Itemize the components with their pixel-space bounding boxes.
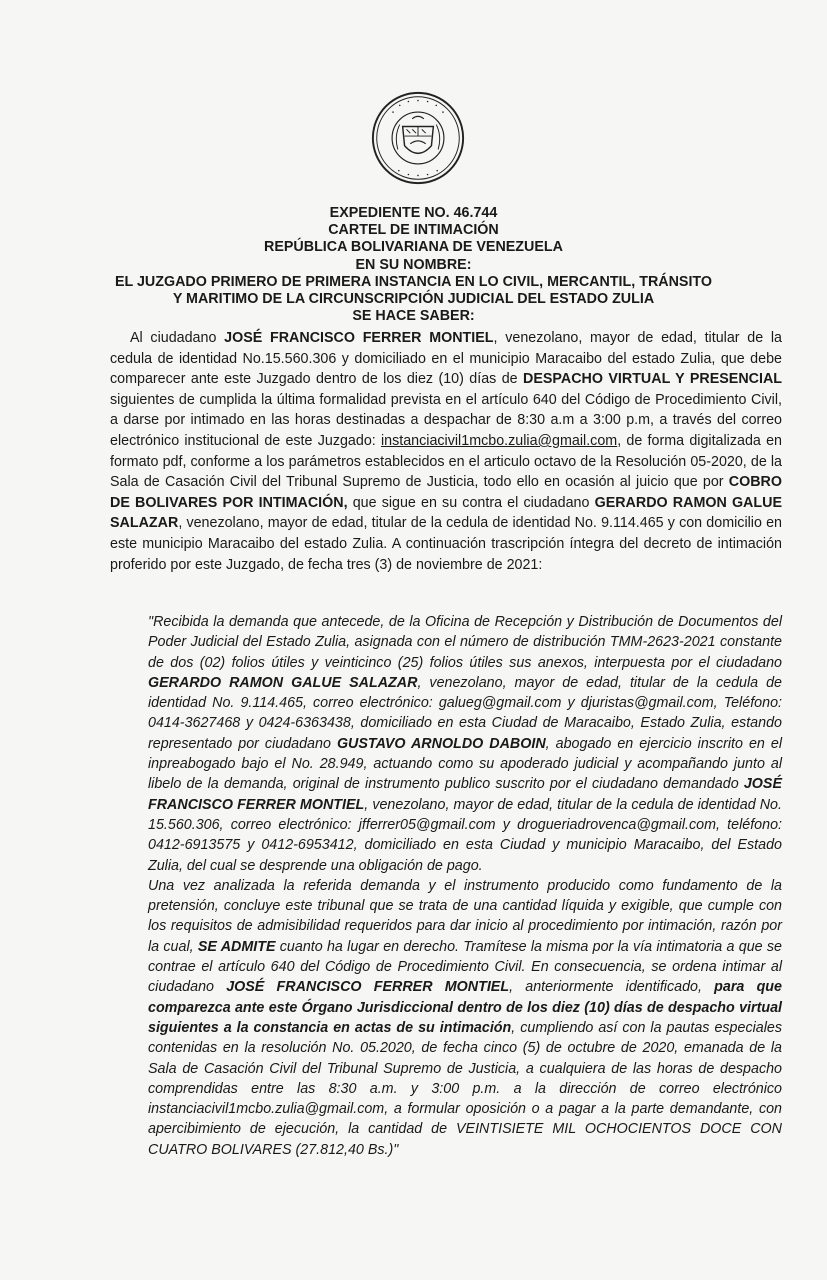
plaintiff-name: GERARDO RAMON GALUE SALAZAR	[148, 674, 418, 691]
text-run: , anteriormente identificado,	[509, 979, 715, 996]
notice-paragraph	[110, 328, 782, 575]
text-run: , abogado en ejercicio inscrito en el inpreabogado bajo el No. 28.949, actuando como su apoderado judicial y acompañando junto al libelo de la demanda, original de instrumento publico suscrito por el ciudadano demandado	[148, 735, 783, 793]
text-run: , cumpliendo así con la pautas especiales contenidas en la resolución No. 05.2020, de fecha cinco (5) de octubre de 2020, emanada de la Sala de Casación Civil del Tribunal Supremo de Justicia, a cualquiera de las horas de despacho comprendidas entre las 8:30 a.m. y 3:00 p.m. a la dirección de correo electrónico instanciacivil1mcbo.zulia@gmail.com, a formular oposición o a pagar a la parte demandante, con apercibimiento de ejecución, la cantidad de VEINTISIETE MIL OCHOCIENTOS DOCE CON CUATRO BOLIVARES (27.812,40 Bs.)"	[148, 1019, 782, 1158]
document-title: CARTEL DE INTIMACIÓN	[328, 222, 499, 239]
text-run: cuanto ha lugar en derecho. Tramítese la misma por la vía intimatoria a que se contrae el artículo 640 del Código de Procedimiento Civil. En consecuencia, se ordena intimar al ciudadano	[148, 938, 782, 996]
plaintiff-name: GERARDO RAMON GALUE SALAZAR	[110, 494, 782, 532]
text-run: , de forma digitalizada en formato pdf, conforme a los parámetros establecidos en el articulo octavo de la Resolución 05-2020, de la Sala de Casación Civil del Tribunal Supremo de Justicia, todo ello en ocasión al juicio que por	[110, 432, 782, 491]
defendant-name: JOSÉ FRANCISCO FERRER MONTIEL	[148, 776, 782, 813]
expediente-number: EXPEDIENTE NO. 46.744	[329, 205, 498, 221]
defendant-name: JOSÉ FRANCISCO FERRER MONTIEL	[224, 330, 494, 346]
quote-paragraph-1	[148, 612, 782, 876]
court-name-line2: Y MARITIMO DE LA CIRCUNSCRIPCIÓN JUDICIAL DEL ESTADO ZULIA	[172, 291, 655, 308]
admission-emphasis: SE ADMITE	[197, 938, 276, 955]
despacho-emphasis: DESPACHO VIRTUAL Y PRESENCIAL	[523, 371, 782, 388]
republic-name: REPÚBLICA BOLIVARIANA DE VENEZUELA	[264, 239, 563, 256]
text-run: que sigue en su contra el ciudadano	[347, 494, 595, 511]
text-run: , venezolano, mayor de edad, titular de la cedula de identidad No. 9.114.465, correo electrónico: galueg@gmail.com y djuristas@gmail.com, Teléfono: 0414-3627468 y 0424-6363438, domiciliado en esta Ciudad de Maracaibo, Estado Zulia, estando representado por ciudadano	[148, 674, 783, 752]
court-email-link[interactable]: instanciacivil1mcbo.zulia@gmail.com	[380, 432, 618, 449]
document-header	[0, 205, 827, 325]
se-hace-saber: SE HACE SABER:	[352, 308, 475, 325]
text-run: Al ciudadano	[130, 330, 225, 346]
text-run: siguientes de cumplida la última formalidad prevista en el artículo 640 del Código de Procedimiento Civil, a darse por intimado en las horas destinadas a despachar de 8:30 a.m a 3:00 p.m, a través del correo electrónico institucional de este Juzgado:	[110, 391, 782, 449]
quote-paragraph-2	[148, 876, 782, 1160]
text-run: , venezolano, mayor de edad, titular de la cedula de identidad No.15.560.306 y domiciliado en el municipio Maracaibo del estado Zulia, que debe comparecer ante este Juzgado dentro de los diez (10) días de	[110, 330, 783, 388]
defendant-name: JOSÉ FRANCISCO FERRER MONTIEL	[226, 979, 510, 996]
text-run: "Recibida la demanda que antecede, de la Oficina de Recepción y Distribución de Documentos del Poder Judicial del Estado Zulia, asignada con el número de distribución TMM-2623-2021 constante de dos (02) folios útiles y veinticinco (25) folios útiles sus anexos, interpuesta por el ciudadano	[148, 614, 782, 671]
en-su-nombre: EN SU NOMBRE:	[355, 256, 472, 273]
appearance-order: para que comparezca ante este Órgano Jurisdiccional dentro de los diez (10) días de despacho virtual siguientes a la constancia en actas de su intimación	[148, 979, 782, 1036]
court-name-line1: EL JUZGADO PRIMERO DE PRIMERA INSTANCIA EN LO CIVIL, MERCANTIL, TRÁNSITO	[114, 273, 713, 290]
decree-quote	[148, 612, 782, 1160]
case-type: COBRO DE BOLIVARES POR INTIMACIÓN,	[110, 474, 782, 511]
text-run: Una vez analizada la referida demanda y el instrumento producido como fundamento de la pretensión, concluye este tribunal que se trata de una cantidad líquida y exigible, que cumple con los requisitos de admisibilidad requeridos para dar inicio al procedimiento por intimación, razón por la cual,	[148, 877, 782, 955]
text-run: , venezolano, mayor de edad, titular de la cedula de identidad No. 9.114.465 y con domicilio en este municipio Maracaibo del estado Zulia. A continuación trascripción íntegra del decreto de intimación proferido por este Juzgado, de fecha tres (3) de noviembre de 2021:	[110, 515, 782, 573]
attorney-name: GUSTAVO ARNOLDO DABOIN	[336, 735, 546, 752]
court-seal	[370, 90, 466, 186]
text-run: , venezolano, mayor de edad, titular de la cedula de identidad No. 15.560.306, correo electrónico: jfferrer05@gmail.com y drogueriadrovenca@gmail.com, teléfono: 0412-6913575 y 0412-6953412, domiciliado en esta Ciudad y municipio Maracaibo, del Estado Zulia, del cual se desprende una obligación de pago.	[148, 796, 782, 874]
notice-body	[110, 328, 782, 575]
